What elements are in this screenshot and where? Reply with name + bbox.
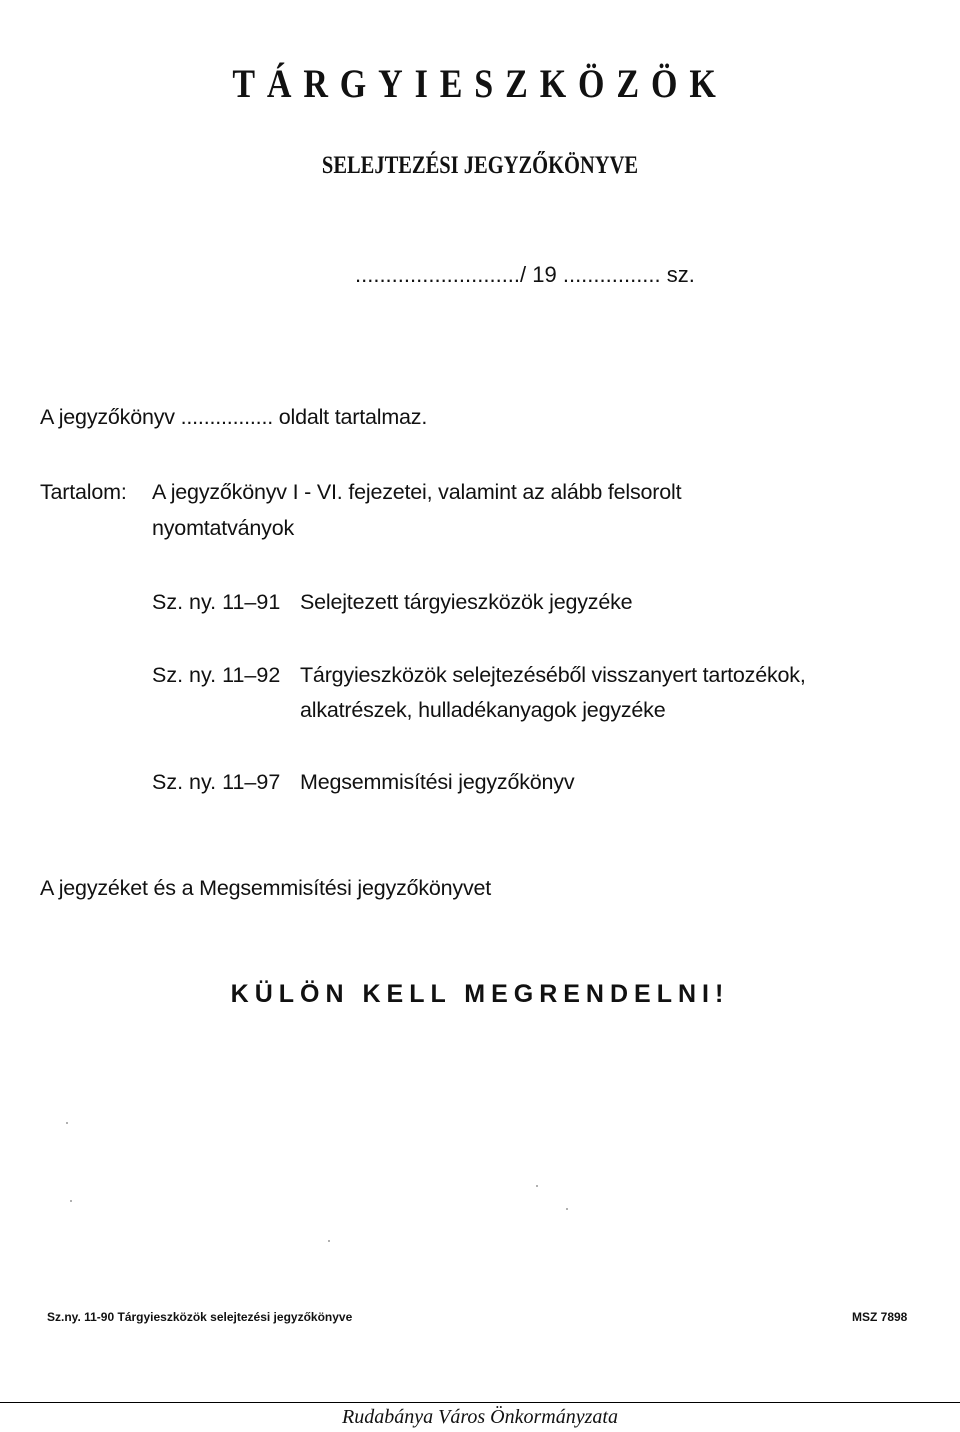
- form-code-11-91: Sz. ny. 11–91: [152, 590, 281, 614]
- scan-speck: [328, 1240, 330, 1242]
- document-subtitle: SELEJTEZÉSI JEGYZŐKÖNYVE: [321, 152, 639, 179]
- footer-standard: MSZ 7898: [852, 1310, 908, 1324]
- scan-speck: [566, 1208, 568, 1210]
- scan-speck: [70, 1200, 72, 1202]
- contents-text-line1: A jegyzőkönyv I - VI. fejezetei, valamint az alább felsorolt: [152, 480, 682, 504]
- order-emphasis: KÜLÖN KELL MEGRENDELNI!: [230, 980, 730, 1008]
- form-code-11-97: Sz. ny. 11–97: [152, 770, 281, 794]
- form-name-11-92-line1: Tárgyieszközök selejtezéséből visszanyert tartozékok,: [300, 663, 806, 687]
- pages-line: A jegyzőkönyv ................ oldalt tartalmaz.: [40, 405, 428, 429]
- form-code-11-92: Sz. ny. 11–92: [152, 663, 281, 687]
- scan-speck: [536, 1185, 538, 1187]
- scan-speck: [66, 1122, 68, 1124]
- form-name-11-91: Selejtezett tárgyieszközök jegyzéke: [300, 590, 633, 614]
- document-number-line: .........................../ 19 ................ sz.: [355, 262, 695, 287]
- order-note: A jegyzéket és a Megsemmisítési jegyzőkönyvet: [40, 876, 492, 900]
- form-name-11-92-line2: alkatrészek, hulladékanyagok jegyzéke: [300, 698, 666, 722]
- document-title: TÁRGYIESZKÖZÖK: [232, 61, 728, 106]
- footer-divider: [0, 1402, 960, 1403]
- footer-form-id: Sz.ny. 11-90 Tárgyieszközök selejtezési jegyzőkönyve: [47, 1310, 353, 1324]
- form-name-11-97: Megsemmisítési jegyzőkönyv: [300, 770, 575, 794]
- contents-text-line2: nyomtatványok: [152, 516, 295, 540]
- contents-label: Tartalom:: [40, 480, 127, 504]
- footer-municipality: Rudabánya Város Önkormányzata: [342, 1406, 618, 1428]
